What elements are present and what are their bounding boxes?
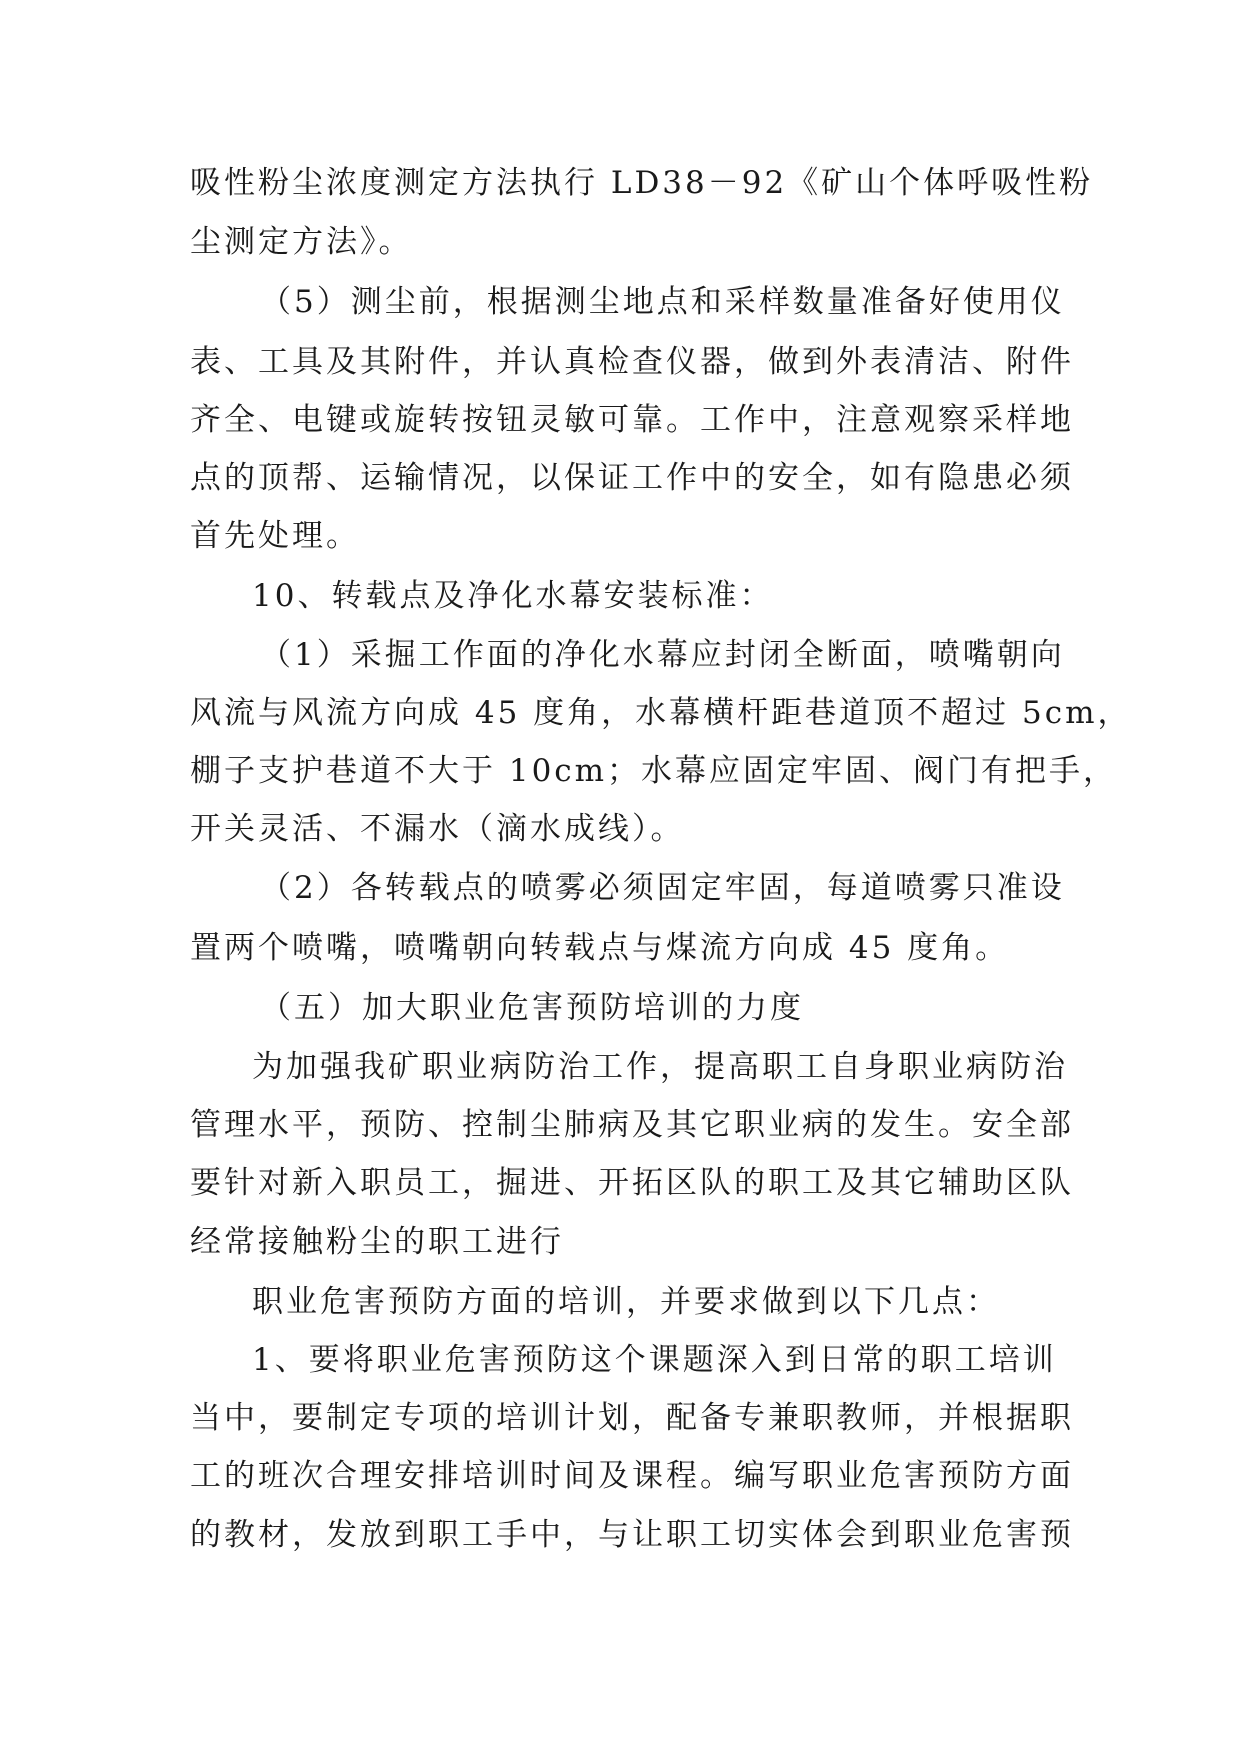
text-line: 的教材，发放到职工手中，与让职工切实体会到职业危害预 [190, 1517, 1074, 1553]
text-line: 当中，要制定专项的培训计划，配备专兼职教师，并根据职 [190, 1400, 1074, 1436]
text-line: 首先处理。 [190, 518, 360, 554]
section-heading: 10、转载点及净化水幕安装标准： [252, 578, 774, 614]
text-line: 吸性粉尘浓度测定方法执行 LD38－92《矿山个体呼吸性粉 [190, 165, 1094, 201]
text-line: 尘测定方法》。 [190, 224, 413, 260]
section-heading: （五）加大职业危害预防培训的力度 [260, 990, 804, 1026]
text-line: 开关灵活、不漏水（滴水成线）。 [190, 811, 685, 847]
text-line: 风流与风流方向成 45 度角，水幕横杆距巷道顶不超过 5cm， [190, 695, 1132, 731]
text-line: 工的班次合理安排培训时间及课程。编写职业危害预防方面 [190, 1458, 1074, 1494]
text-line: 表、工具及其附件，并认真检查仪器，做到外表清洁、附件 [190, 344, 1074, 380]
text-line: 点的顶帮、运输情况，以保证工作中的安全，如有隐患必须 [190, 460, 1074, 496]
text-line: 1、要将职业危害预防这个课题深入到日常的职工培训 [252, 1342, 1057, 1378]
text-line: （5）测尘前，根据测尘地点和采样数量准备好使用仪 [260, 284, 1065, 320]
text-line: 职业危害预防方面的培训，并要求做到以下几点： [252, 1284, 1000, 1320]
text-line: 棚子支护巷道不大于 10cm；水幕应固定牢固、阀门有把手， [190, 753, 1118, 789]
text-line: 置两个喷嘴，喷嘴朝向转载点与煤流方向成 45 度角。 [190, 930, 1010, 966]
text-line: 为加强我矿职业病防治工作，提高职工自身职业病防治 [252, 1049, 1068, 1085]
text-line: 齐全、电键或旋转按钮灵敏可靠。工作中，注意观察采样地 [190, 402, 1074, 438]
text-line: （1）采掘工作面的净化水幕应封闭全断面，喷嘴朝向 [260, 637, 1065, 673]
text-line: （2）各转载点的喷雾必须固定牢固，每道喷雾只准设 [260, 870, 1065, 906]
text-line: 要针对新入职员工，掘进、开拓区队的职工及其它辅助区队 [190, 1165, 1074, 1201]
text-line: 经常接触粉尘的职工进行 [190, 1224, 564, 1260]
text-line: 管理水平，预防、控制尘肺病及其它职业病的发生。安全部 [190, 1107, 1074, 1143]
